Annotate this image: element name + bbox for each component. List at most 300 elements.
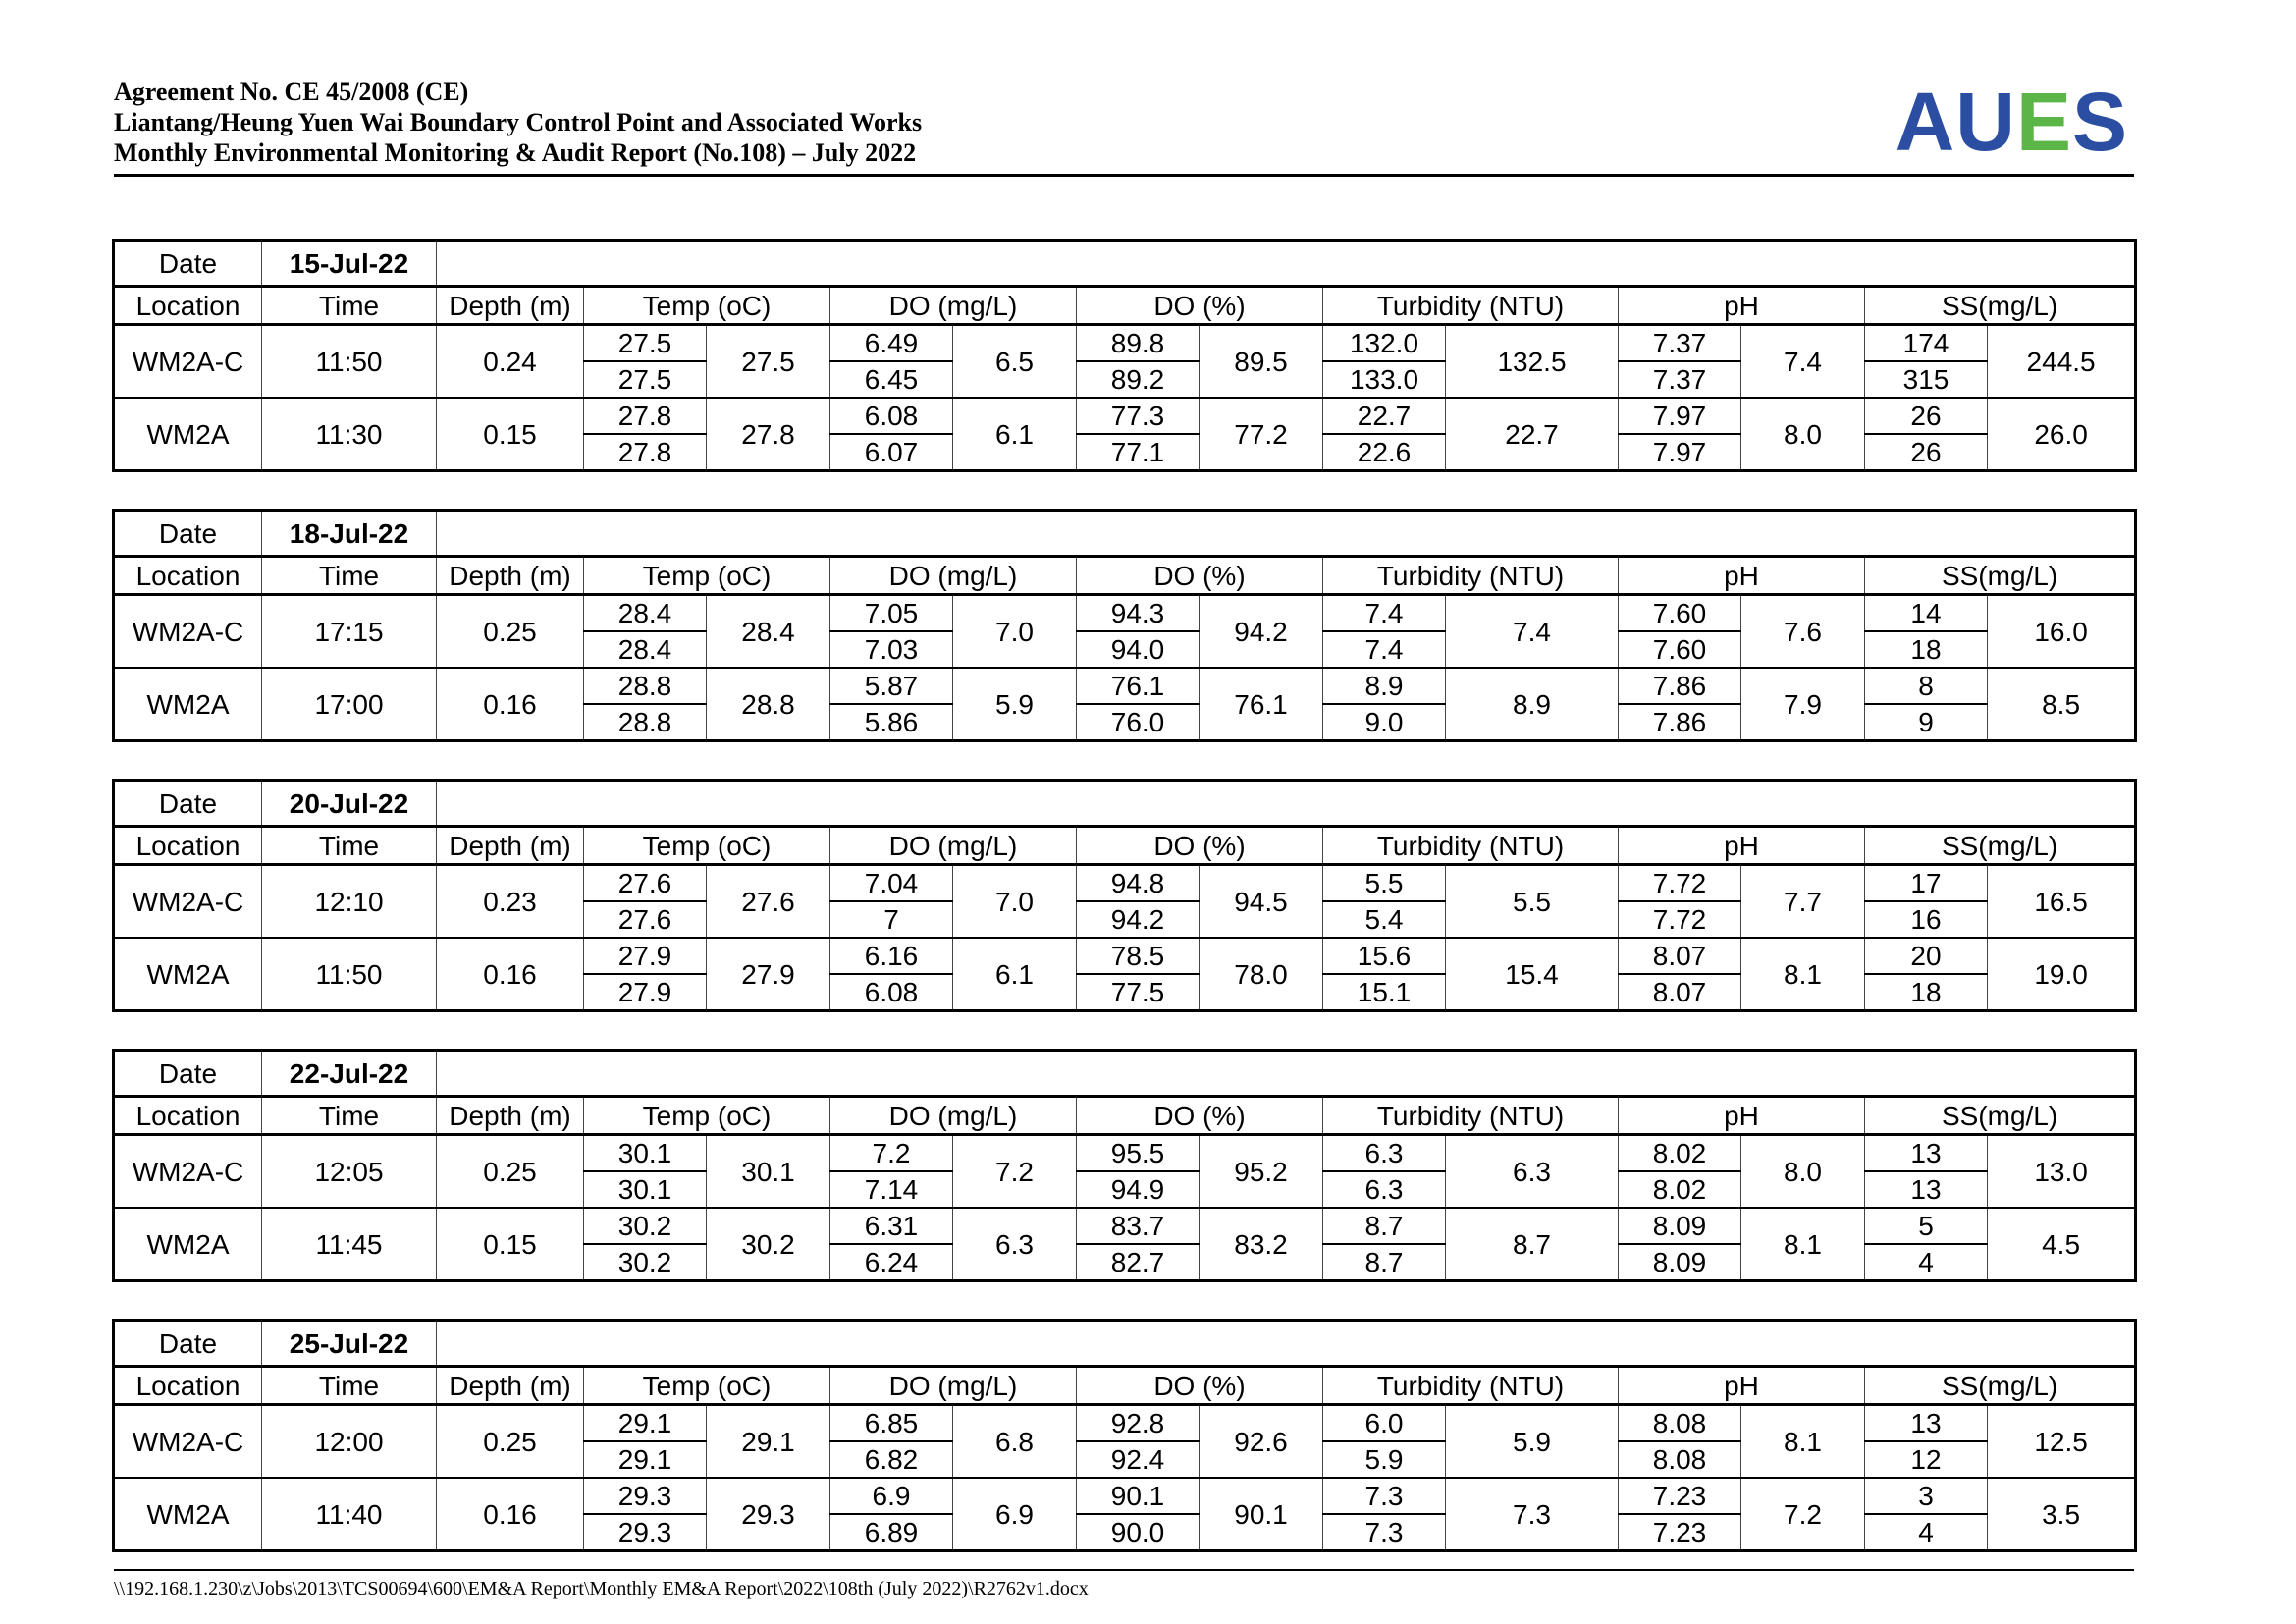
ph-reading-2: 8.08 [1619,1441,1741,1478]
ph-reading-2: 8.09 [1619,1244,1741,1281]
temp-reading-2: 28.4 [584,631,707,668]
do-mgl-reading-2: 6.24 [830,1244,953,1281]
depth-header: Depth (m) [437,1367,584,1405]
column-header-row [114,287,2136,325]
do-pct-reading-2: 90.0 [1077,1514,1200,1551]
date-row [114,1321,2136,1367]
do-pct-average: 89.5 [1200,325,1323,399]
table-row [114,398,2136,434]
ss-reading-1: 13 [1865,1405,1988,1442]
time-cell: 11:50 [262,938,437,1011]
turbidity-reading-1: 8.9 [1323,668,1446,704]
location-cell: WM2A [114,668,262,741]
temp-reading-2: 29.3 [584,1514,707,1551]
depth-header: Depth (m) [437,287,584,325]
column-header-row [114,557,2136,595]
turbidity-reading-2: 7.4 [1323,631,1446,668]
do-pct-reading-2: 89.2 [1077,361,1200,398]
ss-average: 16.5 [1988,865,2136,939]
temp-average: 28.8 [707,668,830,741]
turbidity-header: Turbidity (NTU) [1323,287,1619,325]
location-header: Location [114,557,262,595]
ph-average: 7.7 [1741,865,1865,939]
do-mgl-reading-1: 6.16 [830,938,953,974]
table-row [114,668,2136,704]
ss-reading-1: 17 [1865,865,1988,902]
file-path-footer: \\192.168.1.230\z\Jobs\2013\TCS00694\600\EM&A Report\Monthly EM&A Report\2022\108th (July 2022)\R2762v1.docx [114,1569,2134,1600]
time-cell: 11:50 [262,325,437,399]
temp-header: Temp (oC) [584,827,830,865]
ph-average: 7.2 [1741,1478,1865,1551]
ss-reading-2: 18 [1865,631,1988,668]
temp-reading-1: 27.6 [584,865,707,902]
ss-reading-1: 3 [1865,1478,1988,1514]
ss-header: SS(mg/L) [1865,287,2136,325]
location-cell: WM2A [114,938,262,1011]
temp-reading-1: 27.9 [584,938,707,974]
turbidity-reading-1: 5.5 [1323,865,1446,902]
agreement-number: Agreement No. CE 45/2008 (CE) [114,78,469,106]
turbidity-reading-1: 132.0 [1323,325,1446,362]
do-mgl-reading-2: 6.07 [830,434,953,471]
do-pct-average: 90.1 [1200,1478,1323,1551]
ss-average: 13.0 [1988,1135,2136,1209]
ph-reading-1: 7.37 [1619,325,1741,362]
do-pct-reading-1: 94.8 [1077,865,1200,902]
ss-average: 26.0 [1988,398,2136,471]
do-pct-reading-2: 92.4 [1077,1441,1200,1478]
temp-average: 27.6 [707,865,830,939]
temp-reading-1: 29.1 [584,1405,707,1442]
turbidity-average: 6.3 [1446,1135,1619,1209]
temp-reading-2: 27.8 [584,434,707,471]
ss-reading-2: 315 [1865,361,1988,398]
date-row [114,511,2136,557]
time-cell: 12:05 [262,1135,437,1209]
do-pct-average: 94.2 [1200,595,1323,669]
ss-reading-2: 4 [1865,1514,1988,1551]
ph-header: pH [1619,827,1865,865]
ss-reading-2: 16 [1865,901,1988,938]
ph-average: 8.0 [1741,1135,1865,1209]
do-pct-reading-1: 90.1 [1077,1478,1200,1514]
do-pct-reading-1: 77.3 [1077,398,1200,434]
do-mgl-reading-1: 7.05 [830,595,953,632]
date-row [114,241,2136,287]
temp-average: 29.1 [707,1405,830,1479]
ss-average: 19.0 [1988,938,2136,1011]
time-cell: 11:45 [262,1208,437,1281]
monitoring-tables [112,239,2136,1589]
table-row [114,1405,2136,1442]
ss-header: SS(mg/L) [1865,557,2136,595]
turbidity-reading-2: 5.4 [1323,901,1446,938]
aues-logo [1896,77,2128,167]
do-mgl-average: 7.0 [953,595,1077,669]
temp-header: Temp (oC) [584,1097,830,1135]
turbidity-average: 15.4 [1446,938,1619,1011]
do-mgl-reading-2: 7 [830,901,953,938]
ph-reading-1: 8.08 [1619,1405,1741,1442]
do-pct-reading-2: 94.9 [1077,1171,1200,1208]
temp-reading-1: 30.1 [584,1135,707,1172]
do-pct-reading-2: 94.0 [1077,631,1200,668]
do-mgl-average: 6.8 [953,1405,1077,1479]
ss-average: 4.5 [1988,1208,2136,1281]
temp-reading-1: 27.5 [584,325,707,362]
turbidity-reading-2: 9.0 [1323,704,1446,741]
do-mgl-reading-1: 6.08 [830,398,953,434]
ss-reading-2: 26 [1865,434,1988,471]
do-pct-reading-1: 95.5 [1077,1135,1200,1172]
ss-average: 16.0 [1988,595,2136,669]
do-pct-average: 94.5 [1200,865,1323,939]
do-pct-reading-2: 82.7 [1077,1244,1200,1281]
do-mgl-average: 7.0 [953,865,1077,939]
column-header-row [114,827,2136,865]
do-pct-header: DO (%) [1077,827,1323,865]
location-header: Location [114,1367,262,1405]
turbidity-average: 8.7 [1446,1208,1619,1281]
location-cell: WM2A [114,398,262,471]
ss-reading-1: 174 [1865,325,1988,362]
ss-reading-2: 18 [1865,974,1988,1011]
ss-reading-2: 9 [1865,704,1988,741]
temp-header: Temp (oC) [584,557,830,595]
ss-reading-2: 13 [1865,1171,1988,1208]
temp-average: 30.1 [707,1135,830,1209]
daily-monitoring-table [112,1319,2137,1552]
turbidity-average: 7.4 [1446,595,1619,669]
table-row [114,865,2136,902]
ph-reading-2: 7.37 [1619,361,1741,398]
date-value: 22-Jul-22 [262,1051,437,1097]
temp-reading-1: 27.8 [584,398,707,434]
do-pct-reading-2: 76.0 [1077,704,1200,741]
do-mgl-reading-1: 6.31 [830,1208,953,1244]
date-row [114,1051,2136,1097]
table-row [114,595,2136,632]
turbidity-header: Turbidity (NTU) [1323,557,1619,595]
date-row-blank [437,511,2136,557]
date-label: Date [114,781,262,827]
table-row [114,325,2136,362]
depth-cell: 0.24 [437,325,584,399]
ph-average: 7.4 [1741,325,1865,399]
do-pct-reading-1: 92.8 [1077,1405,1200,1442]
time-cell: 11:30 [262,398,437,471]
do-mgl-header: DO (mg/L) [830,287,1077,325]
ss-reading-2: 12 [1865,1441,1988,1478]
table-row [114,938,2136,974]
do-pct-reading-1: 78.5 [1077,938,1200,974]
report-title: Monthly Environmental Monitoring & Audit Report (No.108) – July 2022 [114,138,917,167]
ss-average: 3.5 [1988,1478,2136,1551]
do-mgl-reading-2: 7.03 [830,631,953,668]
do-mgl-average: 7.2 [953,1135,1077,1209]
location-cell: WM2A-C [114,1405,262,1479]
do-mgl-reading-1: 6.9 [830,1478,953,1514]
column-header-row [114,1097,2136,1135]
do-mgl-reading-1: 6.49 [830,325,953,362]
depth-cell: 0.16 [437,668,584,741]
turbidity-reading-1: 8.7 [1323,1208,1446,1244]
turbidity-average: 8.9 [1446,668,1619,741]
do-mgl-reading-2: 7.14 [830,1171,953,1208]
temp-average: 27.9 [707,938,830,1011]
ph-reading-2: 7.97 [1619,434,1741,471]
do-pct-reading-2: 77.5 [1077,974,1200,1011]
do-mgl-average: 6.5 [953,325,1077,399]
do-mgl-reading-2: 6.89 [830,1514,953,1551]
do-mgl-average: 6.1 [953,398,1077,471]
column-header-row [114,1367,2136,1405]
do-pct-reading-1: 76.1 [1077,668,1200,704]
do-mgl-reading-2: 6.08 [830,974,953,1011]
temp-reading-2: 30.2 [584,1244,707,1281]
header-text [114,77,2134,168]
ph-average: 7.9 [1741,668,1865,741]
turbidity-header: Turbidity (NTU) [1323,1097,1619,1135]
do-pct-average: 83.2 [1200,1208,1323,1281]
temp-average: 27.8 [707,398,830,471]
do-mgl-reading-1: 7.2 [830,1135,953,1172]
temp-reading-2: 28.8 [584,704,707,741]
do-pct-reading-1: 89.8 [1077,325,1200,362]
do-pct-header: DO (%) [1077,1367,1323,1405]
turbidity-reading-1: 7.4 [1323,595,1446,632]
depth-cell: 0.16 [437,938,584,1011]
ph-header: pH [1619,1367,1865,1405]
do-pct-average: 92.6 [1200,1405,1323,1479]
do-pct-reading-2: 94.2 [1077,901,1200,938]
date-value: 18-Jul-22 [262,511,437,557]
turbidity-average: 22.7 [1446,398,1619,471]
ss-average: 244.5 [1988,325,2136,399]
ss-reading-1: 26 [1865,398,1988,434]
do-pct-average: 95.2 [1200,1135,1323,1209]
do-mgl-average: 5.9 [953,668,1077,741]
turbidity-reading-1: 6.0 [1323,1405,1446,1442]
date-label: Date [114,241,262,287]
temp-reading-1: 30.2 [584,1208,707,1244]
ph-average: 8.1 [1741,938,1865,1011]
logo-text-au: AU [1895,76,2016,168]
time-cell: 11:40 [262,1478,437,1551]
ph-reading-2: 7.86 [1619,704,1741,741]
table-row [114,1478,2136,1514]
ph-average: 7.6 [1741,595,1865,669]
ss-average: 8.5 [1988,668,2136,741]
turbidity-reading-2: 5.9 [1323,1441,1446,1478]
turbidity-reading-1: 22.7 [1323,398,1446,434]
date-value: 25-Jul-22 [262,1321,437,1367]
do-mgl-average: 6.3 [953,1208,1077,1281]
temp-reading-2: 29.1 [584,1441,707,1478]
ph-reading-1: 7.86 [1619,668,1741,704]
do-mgl-header: DO (mg/L) [830,557,1077,595]
ss-reading-2: 4 [1865,1244,1988,1281]
table-row [114,1135,2136,1172]
date-value: 15-Jul-22 [262,241,437,287]
location-cell: WM2A-C [114,865,262,939]
ph-header: pH [1619,557,1865,595]
daily-monitoring-table [112,239,2137,472]
do-mgl-reading-1: 7.04 [830,865,953,902]
date-label: Date [114,1321,262,1367]
do-mgl-header: DO (mg/L) [830,1367,1077,1405]
ph-reading-2: 7.23 [1619,1514,1741,1551]
temp-average: 27.5 [707,325,830,399]
depth-cell: 0.15 [437,1208,584,1281]
time-header: Time [262,1097,437,1135]
time-cell: 17:15 [262,595,437,669]
temp-reading-1: 29.3 [584,1478,707,1514]
do-pct-average: 76.1 [1200,668,1323,741]
temp-header: Temp (oC) [584,1367,830,1405]
do-mgl-reading-1: 5.87 [830,668,953,704]
ss-reading-1: 13 [1865,1135,1988,1172]
depth-header: Depth (m) [437,827,584,865]
date-row-blank [437,241,2136,287]
depth-cell: 0.25 [437,595,584,669]
turbidity-reading-1: 6.3 [1323,1135,1446,1172]
ph-average: 8.1 [1741,1208,1865,1281]
turbidity-header: Turbidity (NTU) [1323,1367,1619,1405]
turbidity-reading-2: 15.1 [1323,974,1446,1011]
do-mgl-average: 6.1 [953,938,1077,1011]
ph-average: 8.0 [1741,398,1865,471]
do-mgl-reading-1: 6.85 [830,1405,953,1442]
do-pct-header: DO (%) [1077,287,1323,325]
time-cell: 12:00 [262,1405,437,1479]
turbidity-reading-2: 22.6 [1323,434,1446,471]
depth-cell: 0.23 [437,865,584,939]
temp-reading-2: 27.6 [584,901,707,938]
daily-monitoring-table [112,779,2137,1012]
time-cell: 12:10 [262,865,437,939]
location-header: Location [114,1097,262,1135]
ph-reading-1: 7.23 [1619,1478,1741,1514]
location-header: Location [114,287,262,325]
ph-header: pH [1619,1097,1865,1135]
ss-reading-1: 8 [1865,668,1988,704]
ss-reading-1: 5 [1865,1208,1988,1244]
ph-reading-2: 7.60 [1619,631,1741,668]
do-mgl-reading-2: 6.82 [830,1441,953,1478]
do-pct-average: 77.2 [1200,398,1323,471]
ph-reading-1: 7.97 [1619,398,1741,434]
date-label: Date [114,1051,262,1097]
ph-reading-2: 8.02 [1619,1171,1741,1208]
logo-text-e: E [2015,76,2072,168]
do-pct-reading-1: 94.3 [1077,595,1200,632]
date-row-blank [437,1321,2136,1367]
ph-reading-1: 8.09 [1619,1208,1741,1244]
do-mgl-reading-2: 6.45 [830,361,953,398]
date-row-blank [437,781,2136,827]
ph-average: 8.1 [1741,1405,1865,1479]
ss-average: 12.5 [1988,1405,2136,1479]
turbidity-average: 5.5 [1446,865,1619,939]
daily-monitoring-table [112,509,2137,742]
ph-reading-1: 7.60 [1619,595,1741,632]
do-mgl-reading-2: 5.86 [830,704,953,741]
turbidity-reading-2: 6.3 [1323,1171,1446,1208]
turbidity-reading-2: 7.3 [1323,1514,1446,1551]
ph-reading-1: 8.02 [1619,1135,1741,1172]
project-title: Liantang/Heung Yuen Wai Boundary Control Point and Associated Works [114,108,923,136]
ph-reading-1: 8.07 [1619,938,1741,974]
do-mgl-header: DO (mg/L) [830,827,1077,865]
daily-monitoring-table [112,1049,2137,1282]
depth-cell: 0.15 [437,398,584,471]
ss-reading-1: 20 [1865,938,1988,974]
ss-reading-1: 14 [1865,595,1988,632]
ph-header: pH [1619,287,1865,325]
depth-cell: 0.25 [437,1405,584,1479]
do-pct-header: DO (%) [1077,557,1323,595]
ph-reading-2: 7.72 [1619,901,1741,938]
ph-reading-2: 8.07 [1619,974,1741,1011]
depth-cell: 0.25 [437,1135,584,1209]
do-pct-header: DO (%) [1077,1097,1323,1135]
temp-reading-1: 28.8 [584,668,707,704]
location-header: Location [114,827,262,865]
do-pct-reading-1: 83.7 [1077,1208,1200,1244]
temp-reading-2: 27.5 [584,361,707,398]
temp-average: 29.3 [707,1478,830,1551]
location-cell: WM2A-C [114,1135,262,1209]
page-header [114,77,2134,177]
location-cell: WM2A [114,1208,262,1281]
time-header: Time [262,287,437,325]
temp-reading-2: 30.1 [584,1171,707,1208]
turbidity-header: Turbidity (NTU) [1323,827,1619,865]
turbidity-average: 132.5 [1446,325,1619,399]
time-header: Time [262,827,437,865]
temp-average: 28.4 [707,595,830,669]
turbidity-reading-2: 133.0 [1323,361,1446,398]
logo-text-s: S [2071,76,2128,168]
depth-header: Depth (m) [437,557,584,595]
location-cell: WM2A [114,1478,262,1551]
do-pct-reading-2: 77.1 [1077,434,1200,471]
table-row [114,1208,2136,1244]
location-cell: WM2A-C [114,325,262,399]
turbidity-average: 5.9 [1446,1405,1619,1479]
date-label: Date [114,511,262,557]
do-mgl-header: DO (mg/L) [830,1097,1077,1135]
depth-cell: 0.16 [437,1478,584,1551]
do-pct-average: 78.0 [1200,938,1323,1011]
ss-header: SS(mg/L) [1865,827,2136,865]
turbidity-reading-1: 7.3 [1323,1478,1446,1514]
temp-reading-2: 27.9 [584,974,707,1011]
temp-average: 30.2 [707,1208,830,1281]
depth-header: Depth (m) [437,1097,584,1135]
time-header: Time [262,1367,437,1405]
temp-header: Temp (oC) [584,287,830,325]
ph-reading-1: 7.72 [1619,865,1741,902]
location-cell: WM2A-C [114,595,262,669]
ss-header: SS(mg/L) [1865,1097,2136,1135]
do-mgl-average: 6.9 [953,1478,1077,1551]
date-row [114,781,2136,827]
turbidity-average: 7.3 [1446,1478,1619,1551]
time-header: Time [262,557,437,595]
time-cell: 17:00 [262,668,437,741]
